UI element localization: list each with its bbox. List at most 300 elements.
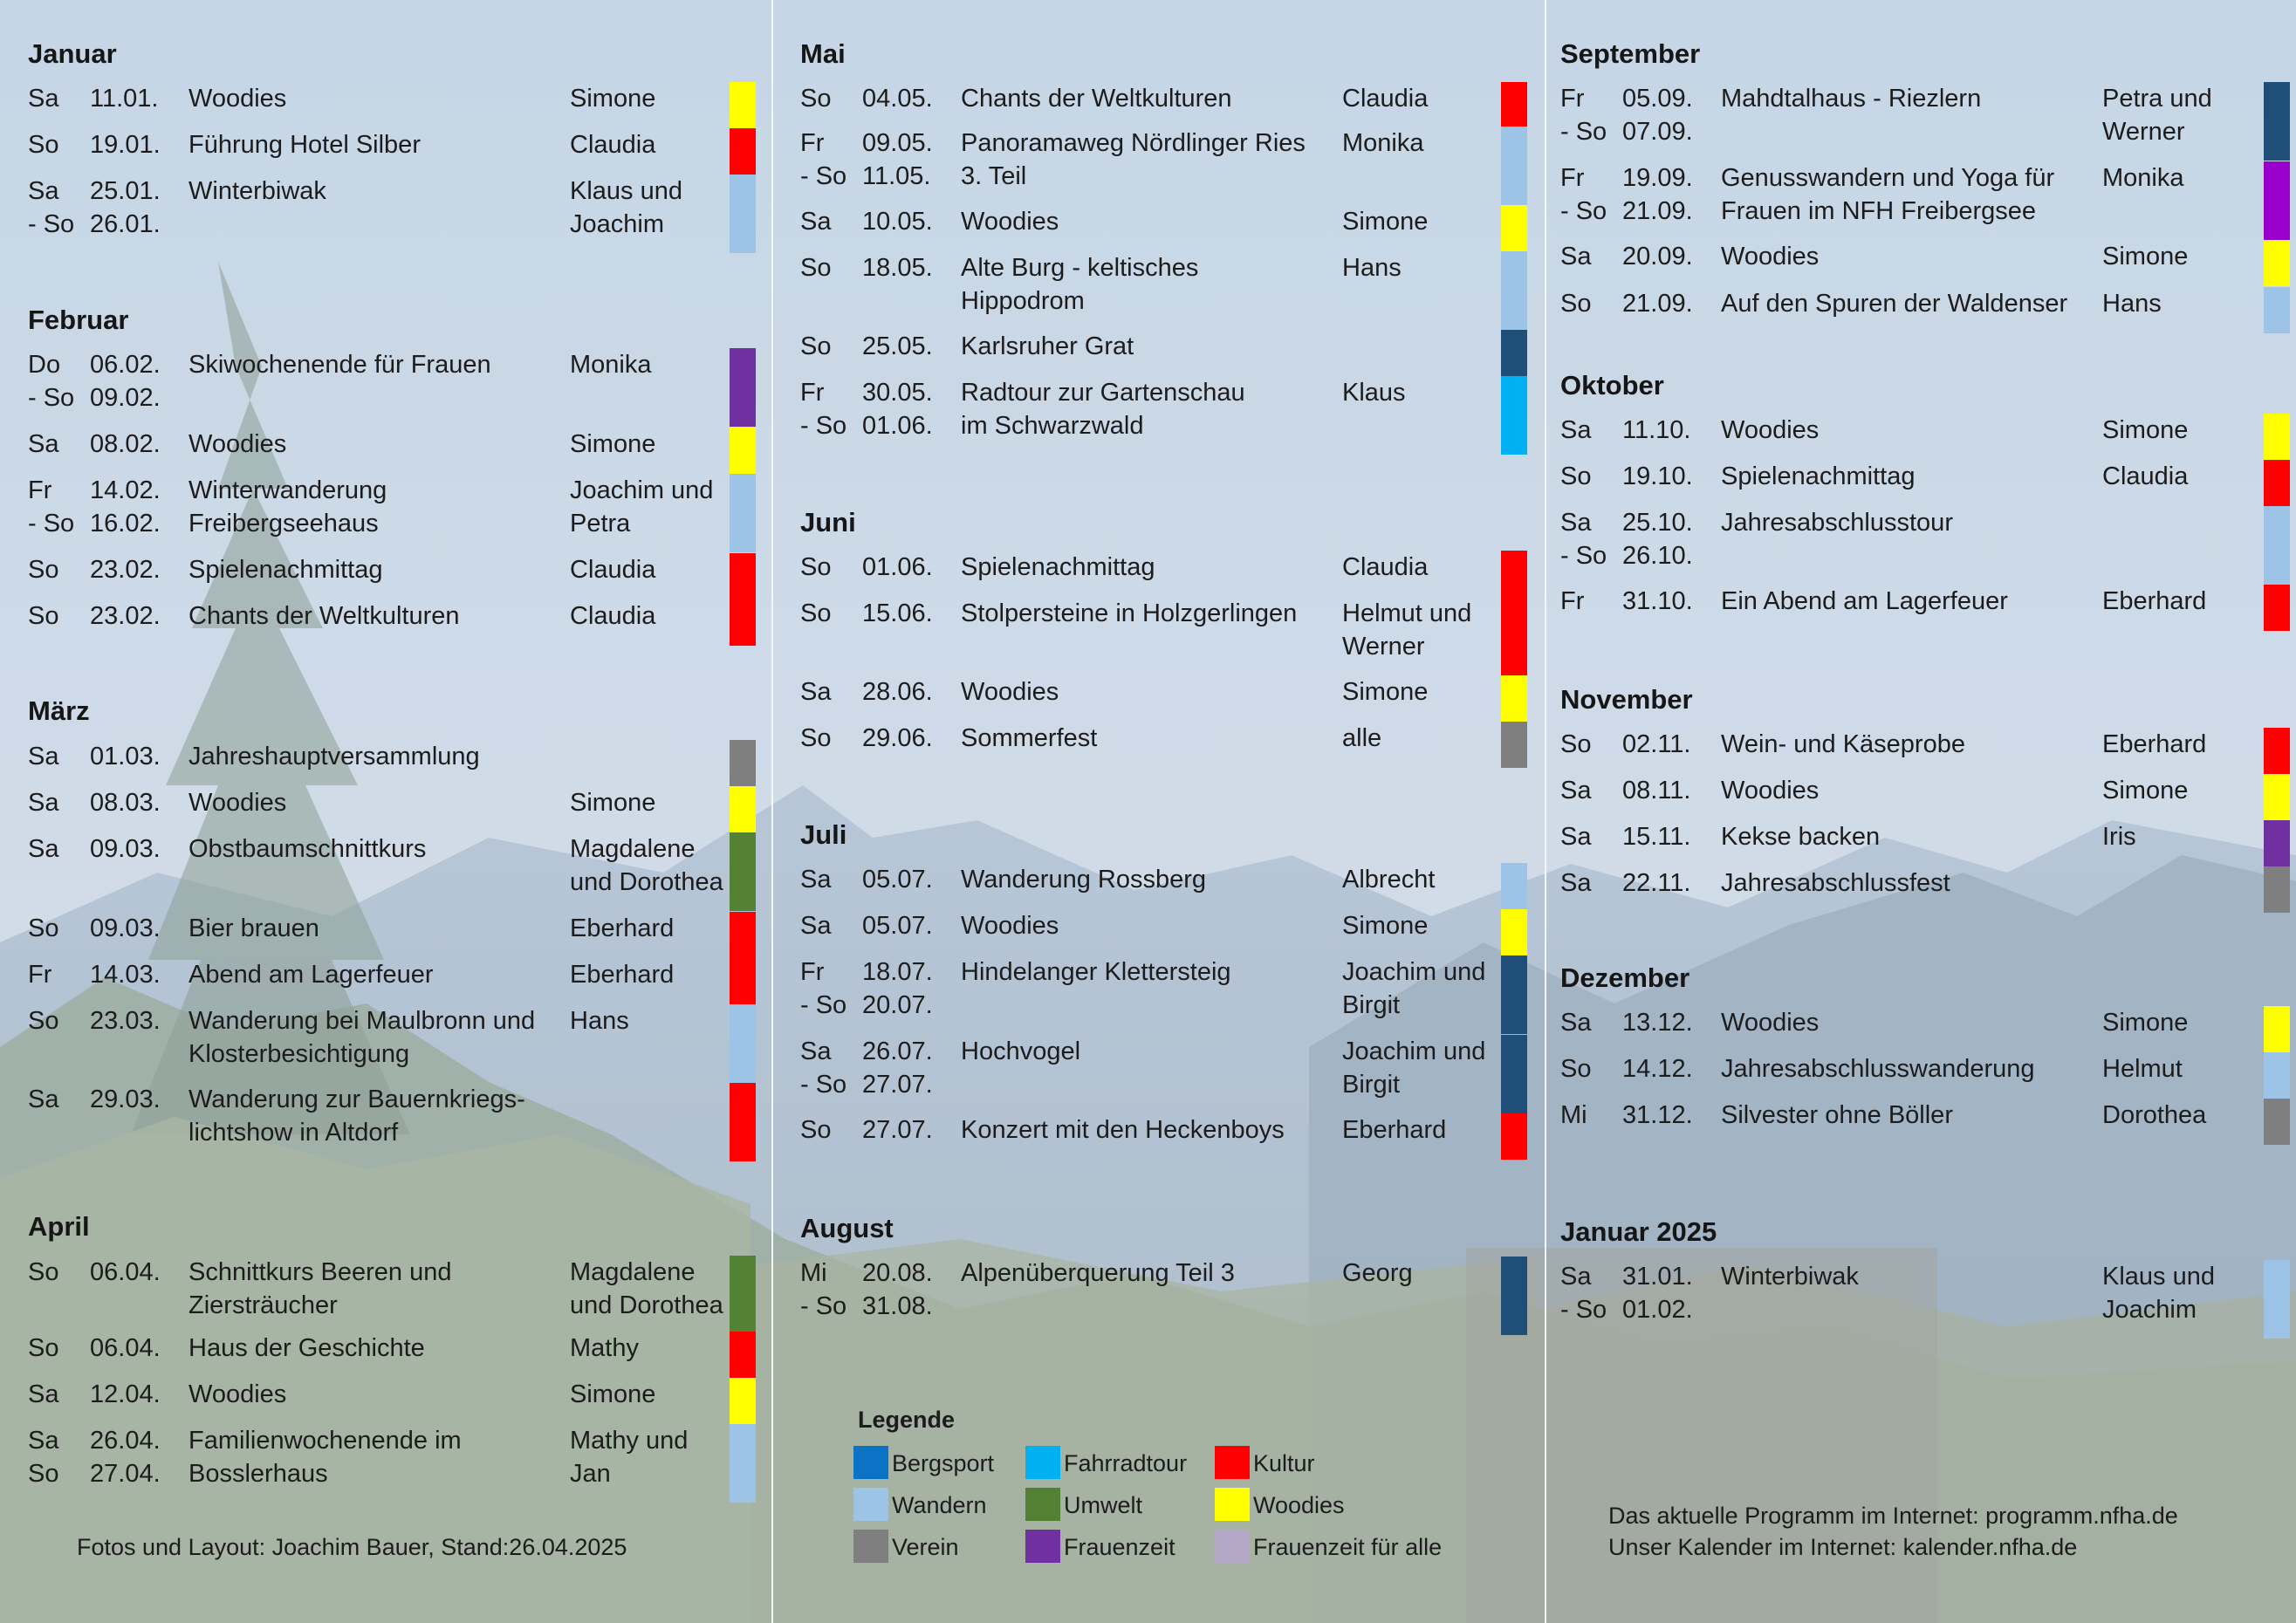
event-date: 15.06. — [862, 599, 933, 627]
event-title: Hindelanger Klettersteig — [961, 958, 1231, 986]
event-organizer: Simone — [2102, 1009, 2189, 1037]
event-organizer: Mathy — [570, 1334, 639, 1362]
legend-swatch-bergsport — [853, 1446, 888, 1479]
event-weekday: Sa — [800, 912, 832, 940]
event-weekday: Mi — [1560, 1101, 1587, 1129]
column-january-april — [28, 0, 757, 1623]
event-row — [800, 1257, 1529, 1335]
event-date: 15.11. — [1622, 823, 1691, 851]
category-bar-fahrradtour — [1501, 376, 1527, 455]
category-bar-woodies — [730, 1378, 756, 1424]
event-row — [800, 597, 1529, 675]
category-bar-kultur — [1501, 1113, 1527, 1160]
event-end-date: 09.02. — [90, 384, 161, 412]
event-organizer-line2: Petra — [570, 510, 631, 538]
event-title: Winterbiwak — [1721, 1263, 1859, 1291]
legend-swatch-frauenzeit_alle — [1215, 1530, 1250, 1563]
month-heading: Februar — [28, 305, 129, 335]
event-weekday: Sa — [1560, 509, 1592, 537]
month-heading: März — [28, 695, 90, 726]
category-bar-woodies — [1501, 909, 1527, 955]
event-title: Chants der Weltkulturen — [188, 602, 460, 630]
event-row — [800, 251, 1529, 330]
event-end-date: 01.06. — [862, 412, 933, 440]
event-title: Jahresabschlusswanderung — [1721, 1055, 2035, 1083]
category-bar-wandern — [1501, 127, 1527, 205]
event-organizer: Klaus und — [2102, 1263, 2215, 1291]
event-weekday: So — [800, 553, 832, 581]
legend-label-fahrradtour: Fahrradtour — [1064, 1450, 1188, 1476]
event-organizer: Monika — [570, 351, 652, 379]
event-date: 31.12. — [1622, 1101, 1693, 1129]
event-weekday: So — [28, 602, 59, 630]
event-organizer: Eberhard — [2102, 730, 2207, 758]
event-organizer: Iris — [2102, 823, 2136, 851]
event-organizer: Dorothea — [2102, 1101, 2207, 1129]
event-weekday: So — [800, 254, 832, 282]
category-bar-kultur — [2264, 585, 2290, 631]
event-organizer: Claudia — [1342, 553, 1429, 581]
event-date: 30.05. — [862, 379, 933, 407]
event-row — [800, 376, 1529, 455]
event-organizer: Simone — [2102, 243, 2189, 270]
event-end-date: 26.10. — [1622, 542, 1693, 570]
event-row — [800, 205, 1529, 251]
month-heading: August — [800, 1213, 894, 1243]
event-organizer-line2: Joachim — [2102, 1296, 2197, 1324]
event-organizer: Simone — [2102, 777, 2189, 805]
event-row — [28, 832, 757, 911]
column-divider-right — [1545, 0, 1546, 1623]
event-row — [800, 863, 1529, 909]
event-title: Woodies — [188, 430, 287, 458]
event-organizer-line2: und Dorothea — [570, 868, 723, 896]
event-date: 23.02. — [90, 556, 161, 584]
event-weekday: So — [1560, 290, 1592, 318]
event-organizer-line2: Birgit — [1342, 991, 1401, 1019]
category-bar-kultur — [1501, 82, 1527, 128]
event-title-line2: Klosterbesichtigung — [188, 1040, 410, 1068]
event-weekday: So — [800, 85, 832, 113]
event-organizer: Albrecht — [1342, 866, 1436, 894]
event-title: Familienwochenende im — [188, 1427, 462, 1455]
event-row — [28, 1424, 757, 1503]
event-date: 01.03. — [90, 743, 161, 770]
event-row — [28, 740, 757, 786]
event-end-date: 07.09. — [1622, 118, 1693, 146]
event-organizer: Monika — [1342, 129, 1424, 157]
event-row — [1560, 1260, 2296, 1339]
category-bar-kultur — [730, 958, 756, 1004]
month-heading: Juni — [800, 507, 856, 538]
event-row — [1560, 240, 2296, 286]
event-weekday: Fr — [800, 958, 825, 986]
category-bar-verein — [2264, 866, 2290, 913]
event-title: Auf den Spuren der Waldenser — [1721, 290, 2068, 318]
month-heading: April — [28, 1211, 90, 1242]
event-date: 20.09. — [1622, 243, 1693, 270]
event-date: 06.04. — [90, 1334, 161, 1362]
event-row — [28, 958, 757, 1004]
event-date: 22.11. — [1622, 869, 1691, 897]
legend-title: Legende — [858, 1407, 956, 1433]
event-end-date: 20.07. — [862, 991, 933, 1019]
event-weekday: So — [28, 914, 59, 942]
event-row — [1560, 414, 2296, 460]
category-bar-kultur — [730, 553, 756, 599]
month-heading: Oktober — [1560, 370, 1664, 401]
event-title-line2: Ziersträucher — [188, 1291, 338, 1319]
event-title: Alpenüberquerung Teil 3 — [961, 1259, 1235, 1287]
legend-label-frauenzeit_alle: Frauenzeit für alle — [1253, 1534, 1443, 1560]
category-bar-woodies — [730, 428, 756, 474]
category-bar-wandern — [730, 175, 756, 253]
event-title-line2: im Schwarzwald — [961, 412, 1144, 440]
event-weekday: So — [800, 599, 832, 627]
category-bar-wandern — [730, 1424, 756, 1503]
category-bar-frauenzeit — [2264, 820, 2290, 866]
event-end-weekday: - So — [1560, 542, 1607, 570]
event-row — [28, 1256, 757, 1334]
event-date: 26.07. — [862, 1037, 933, 1065]
event-title: Woodies — [188, 85, 287, 113]
event-organizer: Eberhard — [2102, 587, 2207, 615]
event-end-date: 27.07. — [862, 1071, 933, 1099]
event-title: Wein- und Käseprobe — [1721, 730, 1965, 758]
category-bar-tour — [1501, 1035, 1527, 1113]
category-bar-wandern — [2264, 1260, 2290, 1339]
event-date: 04.05. — [862, 85, 933, 113]
event-weekday: Sa — [1560, 823, 1592, 851]
category-bar-umwelt — [730, 832, 756, 911]
event-row — [800, 82, 1529, 128]
event-row — [1560, 161, 2296, 240]
event-title: Winterbiwak — [188, 177, 326, 205]
event-end-date: 11.05. — [862, 162, 931, 190]
event-title: Woodies — [961, 208, 1059, 236]
event-title: Panoramaweg Nördlinger Ries — [961, 129, 1306, 157]
category-bar-wandern — [1501, 863, 1527, 909]
event-end-date: 27.04. — [90, 1460, 161, 1488]
event-end-weekday: - So — [28, 510, 75, 538]
event-end-weekday: - So — [800, 1071, 847, 1099]
event-end-date: 01.02. — [1622, 1296, 1693, 1324]
event-organizer: Simone — [1342, 208, 1429, 236]
event-weekday: Sa — [28, 85, 59, 113]
event-end-date: 21.09. — [1622, 197, 1693, 225]
event-row — [1560, 460, 2296, 506]
event-end-weekday: - So — [28, 384, 75, 412]
category-bar-tour — [1501, 330, 1527, 376]
event-end-weekday: - So — [800, 162, 847, 190]
event-organizer: Magdalene — [570, 835, 696, 863]
event-date: 31.01. — [1622, 1263, 1693, 1291]
event-row — [28, 786, 757, 832]
category-bar-kultur — [2264, 460, 2290, 506]
event-date: 23.03. — [90, 1007, 161, 1035]
event-weekday: So — [800, 724, 832, 752]
event-organizer: Claudia — [570, 556, 656, 584]
event-end-weekday: - So — [800, 1292, 847, 1320]
legend-swatch-frauenzeit — [1025, 1530, 1060, 1563]
event-title: Chants der Weltkulturen — [961, 85, 1232, 113]
category-bar-tour — [2264, 82, 2290, 161]
event-organizer: Simone — [1342, 912, 1429, 940]
event-title: Radtour zur Gartenschau — [961, 379, 1245, 407]
event-row — [800, 1035, 1529, 1113]
event-organizer: Simone — [2102, 416, 2189, 444]
event-end-weekday: - So — [28, 210, 75, 238]
event-weekday: So — [28, 1258, 59, 1286]
category-bar-woodies — [1501, 205, 1527, 251]
event-row — [28, 128, 757, 175]
event-weekday: Sa — [28, 789, 59, 817]
event-organizer: Simone — [570, 1380, 656, 1408]
event-weekday: So — [800, 332, 832, 360]
event-date: 11.01. — [90, 85, 159, 113]
event-date: 25.05. — [862, 332, 933, 360]
event-end-weekday: - So — [1560, 118, 1607, 146]
event-organizer: Claudia — [570, 131, 656, 159]
category-bar-kultur — [730, 1332, 756, 1378]
event-date: 25.01. — [90, 177, 161, 205]
event-weekday: So — [800, 1116, 832, 1144]
column-divider-left — [771, 0, 773, 1623]
event-title-line2: 3. Teil — [961, 162, 1027, 190]
event-title: Bier brauen — [188, 914, 319, 942]
event-title: Skiwochenende für Frauen — [188, 351, 491, 379]
category-bar-purple — [2264, 161, 2290, 240]
event-row — [28, 428, 757, 474]
event-organizer: Eberhard — [570, 961, 675, 989]
event-date: 19.01. — [90, 131, 161, 159]
event-organizer-line2: Birgit — [1342, 1071, 1401, 1099]
event-weekday: Sa — [28, 177, 59, 205]
event-date: 09.03. — [90, 914, 161, 942]
event-organizer: Joachim und — [570, 476, 714, 504]
legend-label-bergsport: Bergsport — [892, 1450, 995, 1476]
month-heading: Januar — [28, 38, 117, 69]
event-date: 14.02. — [90, 476, 161, 504]
event-organizer: Helmut — [2102, 1055, 2183, 1083]
event-title-line2: Freibergseehaus — [188, 510, 379, 538]
event-date: 14.03. — [90, 961, 161, 989]
event-title: Konzert mit den Heckenboys — [961, 1116, 1285, 1144]
event-title: Führung Hotel Silber — [188, 131, 421, 159]
event-organizer: Joachim und — [1342, 958, 1486, 986]
event-date: 06.02. — [90, 351, 161, 379]
event-weekday: So — [1560, 1055, 1592, 1083]
event-weekday: Sa — [28, 1427, 59, 1455]
event-title: Woodies — [1721, 243, 1820, 270]
category-bar-woodies — [730, 82, 756, 128]
category-bar-kultur — [730, 1083, 756, 1161]
event-date: 08.03. — [90, 789, 161, 817]
event-weekday: Sa — [1560, 1009, 1592, 1037]
event-organizer: Hans — [1342, 254, 1402, 282]
event-organizer: Mathy und — [570, 1427, 689, 1455]
category-bar-verein — [1501, 722, 1527, 768]
event-title: Wanderung bei Maulbronn und — [188, 1007, 536, 1035]
event-weekday: Fr — [28, 476, 52, 504]
event-end-date: 26.01. — [90, 210, 161, 238]
legend-label-wandern: Wandern — [892, 1492, 987, 1518]
event-title: Woodies — [961, 912, 1059, 940]
event-title: Woodies — [1721, 1009, 1820, 1037]
category-bar-woodies — [2264, 774, 2290, 820]
month-heading: Dezember — [1560, 962, 1690, 993]
event-row — [28, 1332, 757, 1378]
category-bar-wandern — [2264, 506, 2290, 585]
category-bar-kultur — [730, 599, 756, 646]
event-title: Karlsruher Grat — [961, 332, 1134, 360]
event-date: 28.06. — [862, 678, 933, 706]
event-row — [28, 912, 757, 958]
category-bar-woodies — [2264, 1006, 2290, 1052]
event-title: Spielenachmittag — [961, 553, 1155, 581]
event-title: Hochvogel — [961, 1037, 1081, 1065]
event-organizer-line2: Werner — [2102, 118, 2185, 146]
event-date: 19.09. — [1622, 164, 1693, 192]
event-weekday: So — [1560, 462, 1592, 490]
event-date: 19.10. — [1622, 462, 1693, 490]
event-row — [800, 1113, 1529, 1160]
event-title: Spielenachmittag — [188, 556, 383, 584]
event-row — [1560, 1006, 2296, 1052]
event-row — [1560, 820, 2296, 866]
event-weekday: Sa — [28, 1085, 59, 1113]
event-organizer: alle — [1342, 724, 1382, 752]
event-date: 08.11. — [1622, 777, 1691, 805]
event-row — [28, 348, 757, 427]
category-bar-wandern — [2264, 1052, 2290, 1099]
category-bar-verein — [2264, 1099, 2290, 1145]
event-title: Winterwanderung — [188, 476, 387, 504]
event-weekday: Sa — [1560, 416, 1592, 444]
event-end-date: 31.08. — [862, 1292, 933, 1320]
event-weekday: Sa — [28, 835, 59, 863]
event-weekday: So — [28, 1007, 59, 1035]
event-organizer-line2: Jan — [570, 1460, 611, 1488]
event-date: 29.06. — [862, 724, 933, 752]
legend-label-umwelt: Umwelt — [1064, 1492, 1143, 1518]
event-weekday: So — [28, 556, 59, 584]
category-bar-wandern — [2264, 287, 2290, 333]
event-date: 01.06. — [862, 553, 933, 581]
event-weekday: So — [1560, 730, 1592, 758]
event-organizer: Simone — [1342, 678, 1429, 706]
event-weekday: So — [28, 131, 59, 159]
legend-label-frauenzeit: Frauenzeit — [1064, 1534, 1175, 1560]
event-organizer: Eberhard — [570, 914, 675, 942]
event-date: 06.04. — [90, 1258, 161, 1286]
event-organizer: Magdalene — [570, 1258, 696, 1286]
event-title: Schnittkurs Beeren und — [188, 1258, 452, 1286]
category-bar-kultur — [1501, 597, 1527, 675]
event-organizer: Simone — [570, 85, 656, 113]
event-organizer: Georg — [1342, 1259, 1413, 1287]
event-title: Kekse backen — [1721, 823, 1881, 851]
event-title: Woodies — [961, 678, 1059, 706]
event-weekday: Sa — [800, 678, 832, 706]
event-weekday: Sa — [28, 1380, 59, 1408]
event-title: Stolpersteine in Holzgerlingen — [961, 599, 1298, 627]
legend-swatch-kultur — [1215, 1446, 1250, 1479]
event-organizer: Hans — [2102, 290, 2162, 318]
event-title-line2: lichtshow in Altdorf — [188, 1119, 399, 1147]
column-may-august — [800, 0, 1529, 1623]
month-heading: Mai — [800, 38, 846, 69]
category-bar-wandern — [730, 1004, 756, 1083]
event-date: 29.03. — [90, 1085, 161, 1113]
event-weekday: Fr — [1560, 85, 1585, 113]
event-organizer: Monika — [2102, 164, 2184, 192]
legend-label-verein: Verein — [892, 1534, 959, 1560]
event-row — [1560, 82, 2296, 161]
event-weekday: Sa — [800, 208, 832, 236]
event-date: 13.12. — [1622, 1009, 1693, 1037]
event-organizer: Klaus — [1342, 379, 1406, 407]
event-weekday: So — [28, 1334, 59, 1362]
event-row — [28, 175, 757, 253]
legend-swatch-umwelt — [1025, 1488, 1060, 1521]
event-organizer: Helmut und — [1342, 599, 1472, 627]
event-row — [28, 474, 757, 552]
event-title: Alte Burg - keltisches — [961, 254, 1199, 282]
event-row — [28, 599, 757, 646]
event-date: 09.03. — [90, 835, 161, 863]
event-organizer: Petra und — [2102, 85, 2212, 113]
event-date: 12.04. — [90, 1380, 161, 1408]
event-date: 20.08. — [862, 1259, 933, 1287]
event-row — [28, 1378, 757, 1424]
event-date: 26.04. — [90, 1427, 161, 1455]
event-weekday: Sa — [1560, 243, 1592, 270]
event-weekday: Mi — [800, 1259, 827, 1287]
event-title: Ein Abend am Lagerfeuer — [1721, 587, 2008, 615]
event-date: 21.09. — [1622, 290, 1693, 318]
event-row — [1560, 866, 2296, 913]
event-organizer-line2: Werner — [1342, 633, 1425, 661]
event-row — [800, 909, 1529, 955]
event-date: 25.10. — [1622, 509, 1693, 537]
legend-swatch-verein — [853, 1530, 888, 1563]
event-row — [1560, 1052, 2296, 1099]
event-weekday: Sa — [1560, 777, 1592, 805]
event-title-line2: Hippodrom — [961, 287, 1085, 315]
event-end-weekday: - So — [800, 991, 847, 1019]
event-weekday: Sa — [800, 866, 832, 894]
event-row — [800, 955, 1529, 1034]
event-title-line2: Bosslerhaus — [188, 1460, 328, 1488]
event-end-weekday: - So — [800, 412, 847, 440]
category-bar-frauenzeit — [730, 348, 756, 427]
event-title: Spielenachmittag — [1721, 462, 1916, 490]
event-weekday: Sa — [28, 743, 59, 770]
event-row — [28, 82, 757, 128]
event-title: Genusswandern und Yoga für — [1721, 164, 2055, 192]
layout-credits: Fotos und Layout: Joachim Bauer, Stand:26.04.2025 — [77, 1534, 627, 1560]
event-date: 18.05. — [862, 254, 933, 282]
event-date: 27.07. — [862, 1116, 933, 1144]
event-title: Woodies — [1721, 416, 1820, 444]
event-title: Jahresabschlussfest — [1721, 869, 1950, 897]
event-title: Wanderung Rossberg — [961, 866, 1207, 894]
category-bar-tour — [1501, 1257, 1527, 1335]
event-date: 08.02. — [90, 430, 161, 458]
event-row — [800, 127, 1529, 205]
event-title: Woodies — [188, 789, 287, 817]
